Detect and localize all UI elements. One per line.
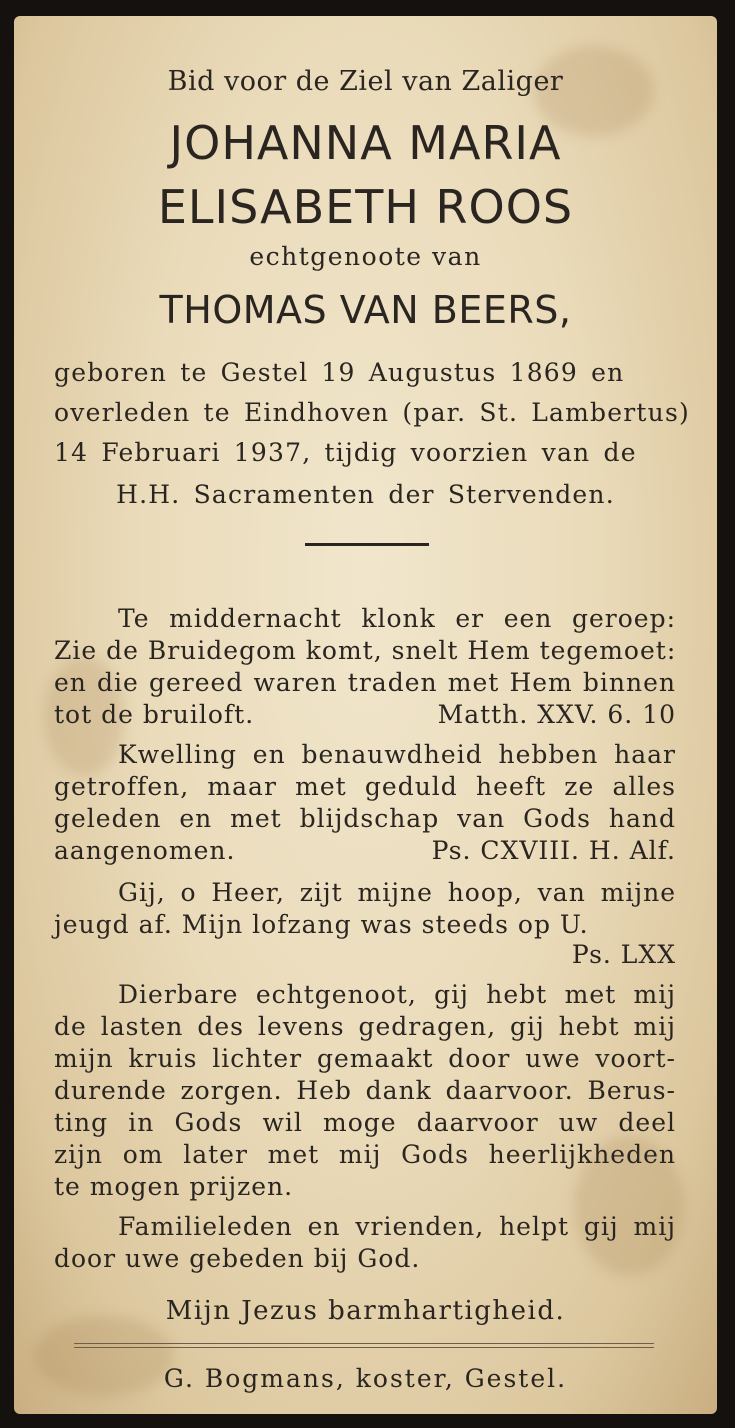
scripture-reference: Ps. LXX: [571, 940, 676, 969]
address-line: door uwe gebeden bij God.: [54, 1244, 421, 1273]
scripture-reference: Ps. CXVIII. H. Alf.: [431, 836, 676, 865]
deceased-name-line-2: ELISABETH ROOS: [157, 180, 574, 234]
verse-reference-row: [54, 700, 676, 729]
address-line: durende zorgen. Heb dank daarvoor. Berus-: [54, 1076, 676, 1105]
footer-rule: [74, 1343, 654, 1344]
prayer-heading: Bid voor de Ziel van Zaliger: [167, 66, 564, 97]
verse-line: Zie de Bruidegom komt, snelt Hem tegemoet:: [54, 636, 677, 665]
deceased-name-line-1: JOHANNA MARIA: [169, 116, 562, 170]
address-line: de lasten des levens gedragen, gij hebt mij: [54, 1012, 676, 1041]
address-line: ting in Gods wil moge daarvoor uw deel: [54, 1108, 676, 1137]
address-line: mijn kruis lichter gemaakt door uwe voort-: [54, 1044, 676, 1073]
spouse-name: THOMAS VAN BEERS,: [159, 288, 572, 332]
mourning-card: [14, 16, 717, 1414]
address-line: zijn om later met mij Gods heerlijkheden: [54, 1140, 676, 1169]
footer-rule: [74, 1347, 654, 1348]
verse-line: aangenomen.: [54, 836, 236, 865]
verse-line: Kwelling en benauwdheid hebben haar: [118, 740, 676, 769]
spouse-intro: echtgenoote van: [249, 242, 482, 271]
address-line: te mogen prijzen.: [54, 1172, 294, 1201]
verse-reference-row: [54, 836, 676, 865]
biography-line: 14 Februari 1937, tijdig voorzien van de: [54, 438, 637, 467]
verse-line: jeugd af. Mijn lofzang was steeds op U.: [54, 910, 589, 939]
verse-line: geleden en met blijdschap van Gods hand: [54, 804, 676, 833]
verse-line: Te middernacht klonk er een geroep:: [118, 604, 676, 633]
section-divider: [305, 543, 429, 546]
address-line: Familieleden en vrienden, helpt gij mij: [118, 1212, 676, 1241]
verse-line: tot de bruiloft.: [54, 700, 255, 729]
biography-line: overleden te Eindhoven (par. St. Lambertus): [54, 398, 690, 427]
biography-line: H.H. Sacramenten der Stervenden.: [116, 480, 615, 509]
address-line: Dierbare echtgenoot, gij hebt met mij: [118, 980, 676, 1009]
verse-line: en die gereed waren traden met Hem binnen: [54, 668, 676, 697]
scripture-reference: Matth. XXV. 6. 10: [437, 700, 676, 729]
printer-credit: G. Bogmans, koster, Gestel.: [163, 1364, 568, 1393]
verse-line: Gij, o Heer, zijt mijne hoop, van mijne: [118, 878, 676, 907]
biography-line: geboren te Gestel 19 Augustus 1869 en: [54, 358, 625, 387]
closing-prayer: Mijn Jezus barmhartigheid.: [165, 1296, 566, 1326]
verse-line: getroffen, maar met geduld heeft ze alles: [54, 772, 676, 801]
